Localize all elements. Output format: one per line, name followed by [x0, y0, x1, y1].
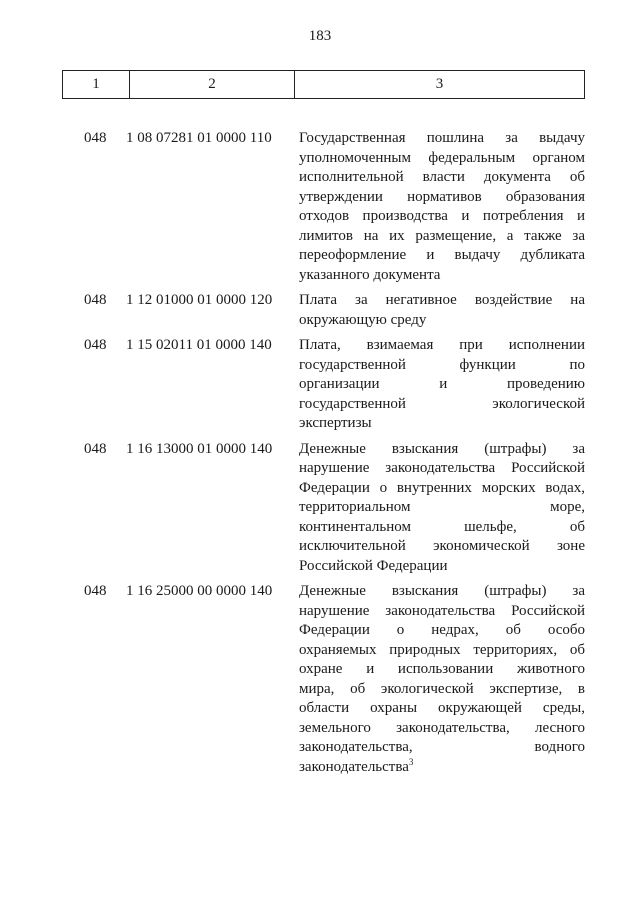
description-line — [299, 459, 585, 479]
budget-classification-code: 1 15 02011 01 0000 140 — [126, 337, 272, 353]
table-row — [62, 440, 584, 577]
description-line — [299, 246, 585, 266]
description-text: исполнительной власти документа об — [299, 169, 585, 185]
description-line — [299, 336, 585, 356]
description-text: лимитов на их размещение, а также за — [299, 227, 585, 244]
column-header-table — [62, 70, 585, 99]
budget-classification-code: 1 08 07281 01 0000 110 — [126, 130, 272, 146]
description-line — [299, 395, 585, 415]
description-line — [299, 129, 585, 149]
description-line — [299, 188, 585, 208]
description-text: Денежные взыскания (штрафы) за — [299, 583, 585, 599]
description-line — [299, 758, 585, 778]
column-header-3: 3 — [295, 71, 585, 99]
description-text: утверждении нормативов образования — [299, 188, 585, 205]
description-line — [299, 227, 585, 247]
description-line — [299, 356, 585, 376]
admin-code: 048 — [84, 583, 107, 599]
description-text: организации и проведению — [299, 376, 585, 392]
description-line — [299, 660, 585, 680]
description-line — [299, 498, 585, 518]
description-text: мира, об экологической экспертизе, в — [299, 680, 585, 697]
budget-classification-code: 1 16 25000 00 0000 140 — [126, 583, 273, 599]
description-text: законодательства, водного — [299, 739, 585, 755]
description-text: окружающую среду — [299, 311, 427, 328]
description-line — [299, 414, 585, 434]
table-body — [62, 129, 584, 783]
footnote-marker: 3 — [408, 756, 414, 767]
description-text: исключительной экономической зоне — [299, 538, 585, 554]
description-text: экспертизы — [299, 415, 372, 431]
income-description — [299, 336, 585, 434]
description-line — [299, 479, 585, 499]
description-text: территориальном море, — [299, 499, 585, 515]
description-text: законодательства — [299, 758, 409, 775]
description-line — [299, 168, 585, 188]
budget-classification-code: 1 12 01000 01 0000 120 — [126, 292, 273, 308]
table-row — [62, 291, 584, 330]
description-line — [299, 621, 585, 641]
description-text: Государственная пошлина за выдачу — [299, 130, 585, 146]
description-line — [299, 602, 585, 622]
description-text: земельного законодательства, лесного — [299, 719, 585, 736]
description-text: охраняемых природных территориях, об — [299, 641, 585, 658]
description-line — [299, 440, 585, 460]
income-description — [299, 440, 585, 577]
description-line — [299, 149, 585, 169]
description-line — [299, 582, 585, 602]
description-line — [299, 375, 585, 395]
table-row — [62, 582, 584, 777]
admin-code: 048 — [84, 440, 107, 457]
income-description — [299, 291, 585, 330]
column-header-1: 1 — [63, 71, 130, 99]
description-line — [299, 719, 585, 739]
description-text: континентальном шельфе, об — [299, 518, 585, 535]
description-line — [299, 738, 585, 758]
description-line — [299, 266, 585, 286]
description-line — [299, 641, 585, 661]
description-text: нарушение законодательства Российской — [299, 460, 585, 476]
description-text: Плата, взимаемая при исполнении — [299, 337, 585, 353]
description-text: государственной функции по — [299, 356, 585, 373]
page-number: 183 — [308, 28, 332, 44]
description-line — [299, 537, 585, 557]
table-row — [62, 129, 584, 285]
admin-code: 048 — [84, 292, 107, 308]
description-text: переоформление и выдачу дубликата — [299, 247, 585, 263]
description-text: отходов производства и потребления и — [299, 208, 585, 224]
description-text: Федерации о недрах, об особо — [299, 622, 585, 638]
description-text: Плата за негативное воздействие на — [299, 292, 585, 308]
description-line — [299, 518, 585, 538]
description-line — [299, 699, 585, 719]
admin-code: 048 — [84, 337, 107, 353]
description-line — [299, 207, 585, 227]
description-text: Денежные взыскания (штрафы) за — [299, 440, 585, 457]
description-line — [299, 680, 585, 700]
description-text: Федерации о внутренних морских водах, — [299, 479, 585, 496]
description-line — [299, 291, 585, 311]
description-text: Российской Федерации — [299, 557, 448, 574]
budget-classification-code: 1 16 13000 01 0000 140 — [126, 440, 273, 457]
column-header-2: 2 — [130, 71, 295, 99]
description-text: указанного документа — [299, 266, 441, 283]
table-row — [62, 336, 584, 434]
description-text: охране и использовании животного — [299, 661, 585, 677]
description-text: государственной экологической — [299, 395, 585, 412]
description-line — [299, 557, 585, 577]
description-text: области охраны окружающей среды, — [299, 700, 585, 716]
description-text: нарушение законодательства Российской — [299, 602, 585, 619]
income-description — [299, 582, 585, 777]
description-line — [299, 311, 585, 331]
description-text: уполномоченным федеральным органом — [299, 149, 585, 166]
income-description — [299, 129, 585, 285]
admin-code: 048 — [84, 130, 107, 146]
